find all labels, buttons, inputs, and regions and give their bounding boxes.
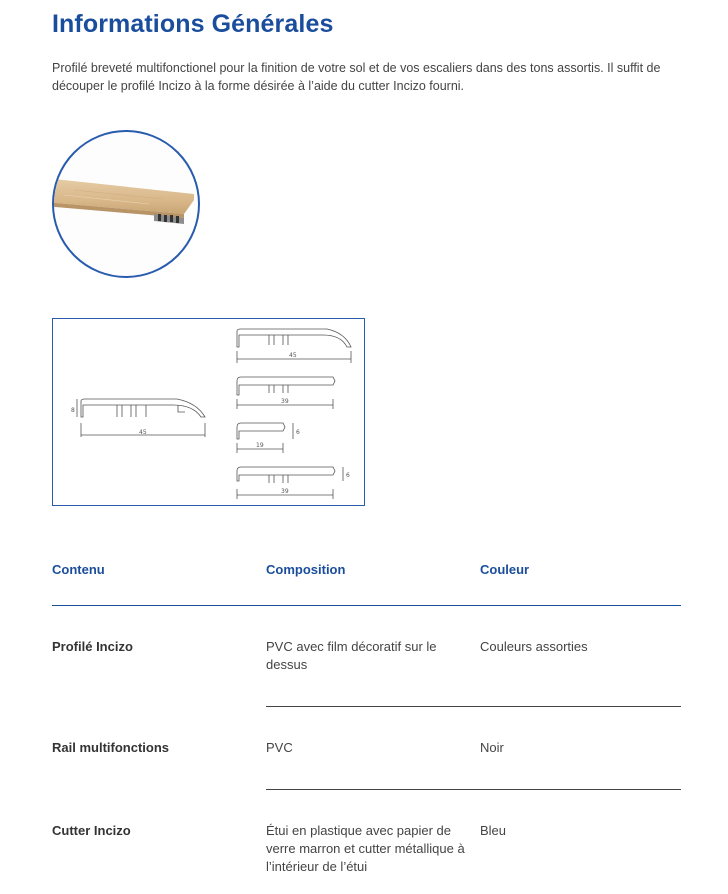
row-composition: PVC bbox=[266, 740, 293, 755]
row-name: Profilé Incizo bbox=[52, 639, 133, 654]
row-divider bbox=[266, 789, 681, 790]
row-color: Noir bbox=[480, 740, 504, 755]
page-title: Informations Générales bbox=[52, 10, 334, 38]
profile-illustration bbox=[54, 132, 200, 278]
row-color: Bleu bbox=[480, 823, 507, 838]
info-table bbox=[52, 556, 695, 894]
technical-drawing bbox=[52, 318, 365, 506]
row-composition: Étui en plastique avec papier de verre marron et cutter métallique à l’intérieur de l’étui bbox=[266, 823, 465, 874]
main-height-label: 8 bbox=[71, 407, 75, 414]
table-row bbox=[52, 624, 695, 692]
variant4-height-label: 6 bbox=[346, 472, 350, 479]
table-row bbox=[52, 808, 695, 894]
variant3-width-label: 19 bbox=[256, 442, 264, 449]
header-divider bbox=[52, 605, 681, 606]
row-color: Couleurs assorties bbox=[480, 639, 588, 654]
header-couleur: Couleur bbox=[480, 562, 530, 577]
variant3-height-label: 6 bbox=[296, 429, 300, 436]
table-row bbox=[52, 725, 695, 775]
variant4-width-label: 39 bbox=[281, 488, 289, 495]
variant1-width-label: 45 bbox=[289, 352, 297, 359]
main-width-label: 45 bbox=[139, 429, 147, 436]
product-photo bbox=[52, 130, 200, 278]
intro-paragraph: Profilé breveté multifonctionel pour la finition de votre sol et de vos escaliers dans des tons assortis. Il suffit de découper le profilé Incizo à la forme désirée à l’aide du cutter Incizo fourni. bbox=[52, 61, 661, 93]
table-header-row bbox=[52, 556, 695, 591]
variant-profile-3 bbox=[237, 423, 293, 453]
header-composition: Composition bbox=[266, 562, 346, 577]
row-name: Cutter Incizo bbox=[52, 823, 131, 838]
variant-profile-4 bbox=[237, 467, 343, 499]
row-name: Rail multifonctions bbox=[52, 740, 169, 755]
row-divider bbox=[266, 706, 681, 707]
variant2-width-label: 39 bbox=[281, 398, 289, 405]
row-composition: PVC avec film décoratif sur le dessus bbox=[266, 639, 437, 672]
header-contenu: Contenu bbox=[52, 562, 105, 577]
